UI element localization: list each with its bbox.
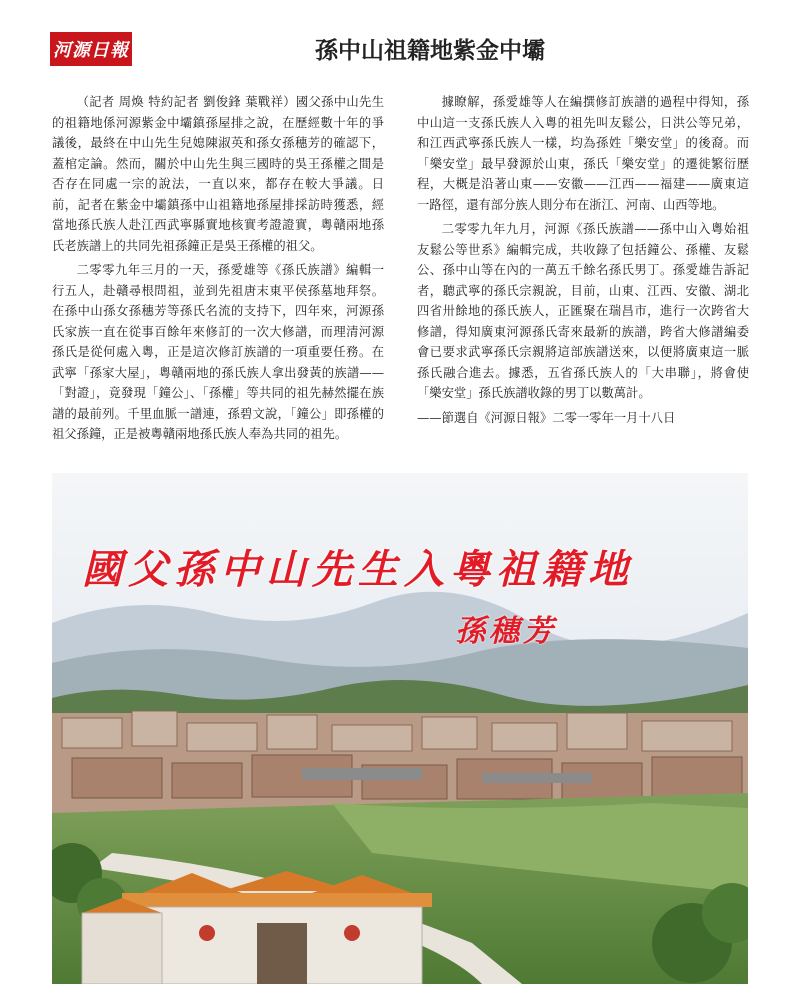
article-paragraph: 據瞭解，孫愛雄等人在編撰修訂族譜的過程中得知，孫中山這一支孫氏族人入粵的祖先叫友鬆公，日洪公等兄弟，和江西武寧孫氏族人一樣，均為孫姓「樂安堂」的後裔。而「樂安堂」最早發源於山東，孫氏「樂安堂」的遷徙繁衍歷程，大概是沿著山東——安徽——江西——福建——廣東這一路徑，還有部分族人則分布在浙江、河南、山西等地。 [417, 95, 749, 212]
article-paragraph: 二零零九年九月，河源《孫氏族譜——孫中山入粵始祖友鬆公等世系》編輯完成，共收錄了包括鐘公、孫權、友鬆公、孫中山等在內的一萬五千餘名孫氏男丁。孫愛雄告訴記者，聽武寧的孫氏宗親說，目前，山東、江西、安徽、湖北四省卅餘地的孫氏族人，正匯聚在瑞昌市，進行一次跨省大修譜，得知廣東河源孫氏寄來最新的族譜，跨省大修譜編委會已要求武寧孫氏宗親將這部族譜送來，以便將廣東這一脈孫氏融合進去。據悉，五省孫氏族人的「大串聯」，將會使「樂安堂」孫氏族譜收錄的男丁以數萬計。 [417, 222, 749, 400]
calligraphy-signature: 孫穗芳 [455, 614, 557, 649]
article-column-left [52, 92, 384, 449]
article-paragraph: 二零零九年三月的一天，孫愛雄等《孫氏族譜》編輯一行五人，赴贛尋根問祖，並到先祖唐末東平侯孫墓地拜祭。在孫中山孫女孫穗芳等孫氏名流的支持下，四年來，河源孫氏家族一直在從事百餘年來修訂的一次大修譜，而理清河源孫氏是從何處入粵，正是這次修訂族譜的一項重要任務。在武寧「孫家大屋」，粵贛兩地的孫氏族人拿出發黃的族譜——「對證」，竟發現「鐘公」、「孫權」等共同的祖先赫然擺在族譜的最前列。千里血脈一譜連，孫碧文說，「鐘公」即孫權的祖父孫鐘，正是被粵贛兩地孫氏族人奉為共同的祖先。 [52, 263, 384, 441]
newspaper-logo: 河源日報 [50, 32, 132, 66]
page-title: 孫中山祖籍地紫金中壩 [315, 38, 545, 64]
article-column-right [417, 92, 749, 432]
article-paragraph: （記者 周煥 特約記者 劉俊鋒 葉戰祥）國父孫中山先生的祖籍地係河源紫金中壩鎮孫屋排之說，在歷經數十年的爭議後，最終在中山先生兒媳陳淑英和孫女孫穗芳的確認下，蓋棺定論。然而，關於中山先生與三國時的吳王孫權之間是否存在同處一宗的說法，一直以來，都存在較大爭議。日前，記者在紫金中壩鎮孫中山祖籍地孫屋排採訪時獲悉，經當地孫氏族人赴江西武寧縣實地核實考證證實，粵贛兩地孫氏老族譜上的共同先祖孫鐘正是吳王孫權的祖父。 [52, 95, 384, 253]
calligraphy-title: 國父孫中山先生入粵祖籍地 [82, 546, 634, 593]
source-line: ——節選自《河源日報》二零一零年一月十八日 [417, 410, 676, 425]
